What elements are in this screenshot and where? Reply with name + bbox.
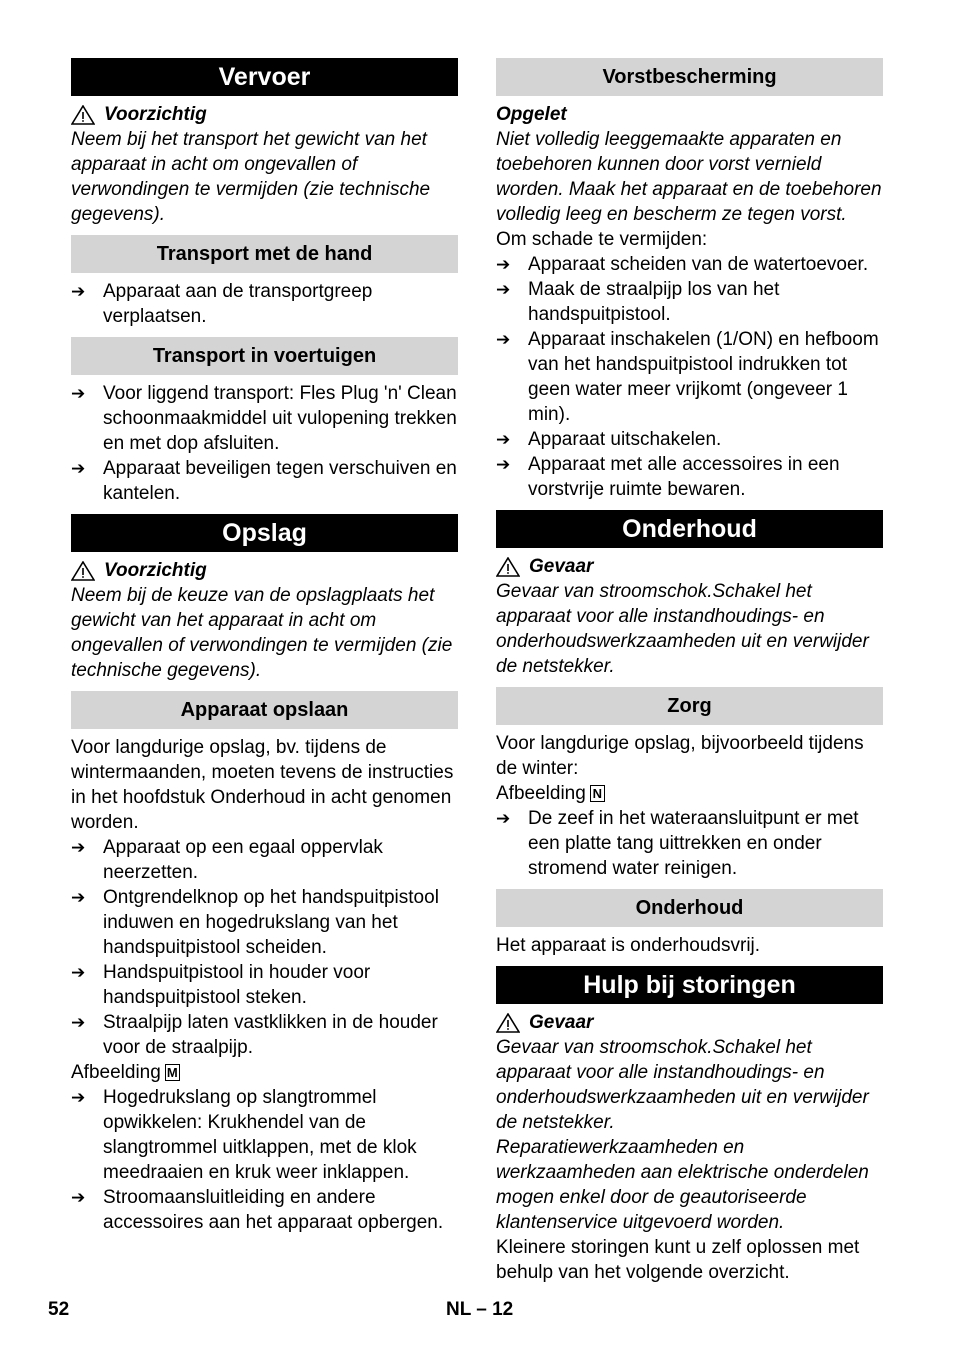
note-text: Niet volledig leeggemaakte apparaten en toebehoren kunnen door vorst vernield worden. Maak het apparaat en de toebehoren volledig leeg en bescherm ze tegen vorst.: [496, 129, 882, 225]
warning-triangle-icon: [496, 1013, 520, 1033]
language-page-label: NL – 12: [446, 1299, 514, 1320]
figure-reference: Afbeelding M: [71, 1060, 458, 1085]
subsection-title-transport-hand: Transport met de hand: [71, 235, 458, 273]
paragraph: Voor langdurige opslag, bv. tijdens de wintermaanden, moeten tevens de instructies in het hoofdstuk Onderhoud in acht genomen worden.: [71, 737, 454, 833]
step-item: ➔ Apparaat uitschakelen.: [496, 429, 722, 450]
arrow-icon: ➔: [496, 455, 511, 474]
figure-letter-box: N: [590, 785, 605, 802]
warning-text: Gevaar van stroomschok.Schakel het apparaat voor alle instandhoudings- en onderhoudswerkzaamheden uit en verwijder de netstekker.: [496, 581, 869, 677]
arrow-icon: ➔: [496, 330, 511, 349]
step-item: ➔ Stroomaansluitleiding en andere accessoires aan het apparaat opbergen.: [71, 1187, 444, 1233]
warning-triangle-icon: [71, 561, 95, 581]
warning-header: [496, 554, 883, 579]
note-label: Opgelet: [496, 104, 567, 125]
warning-triangle-icon: [496, 557, 520, 577]
figure-reference: Afbeelding N: [496, 781, 883, 806]
arrow-icon: ➔: [71, 1188, 86, 1207]
warning-text: Neem bij de keuze van de opslagplaats het gewicht van het apparaat in acht om ongevallen of verwondingen te vermijden (zie technische gegevens).: [71, 585, 453, 681]
warning-triangle-icon: [71, 105, 95, 125]
paragraph: Kleinere storingen kunt u zelf oplossen met behulp van het volgende overzicht.: [496, 1237, 860, 1283]
section-title-opslag: Opslag: [71, 514, 458, 552]
step-item: ➔ Apparaat aan de transportgreep verplaatsen.: [71, 281, 373, 327]
left-column: [71, 58, 458, 1235]
step-item: ➔ Handspuitpistool in houder voor handspuitpistool steken.: [71, 962, 371, 1008]
right-column: [496, 58, 883, 1285]
step-item: ➔ Maak de straalpijp los van het handspuitpistool.: [496, 279, 780, 325]
step-item: ➔ Voor liggend transport: Fles Plug 'n' Clean schoonmaakmiddel uit vulopening trekken en met dop afsluiten.: [71, 383, 457, 454]
arrow-icon: ➔: [496, 809, 511, 828]
subsection-title-transport-voertuigen: Transport in voertuigen: [71, 337, 458, 375]
section-title-vervoer: Vervoer: [71, 58, 458, 96]
arrow-icon: ➔: [496, 280, 511, 299]
arrow-icon: ➔: [71, 838, 86, 857]
section-title-hulp-bij-storingen: Hulp bij storingen: [496, 966, 883, 1004]
arrow-icon: ➔: [496, 430, 511, 449]
step-item: ➔ Apparaat inschakelen (1/ON) en hefboom van het handspuitpistool indrukken tot geen water meer vrijkomt (ongeveer 1 min).: [496, 329, 879, 425]
step-item: ➔ Hogedrukslang op slangtrommel opwikkelen: Krukhendel van de slangtrommel uitklappen, met de klok meedraaien en kruk weer inklappen.: [71, 1087, 417, 1183]
arrow-icon: ➔: [71, 459, 86, 478]
arrow-icon: ➔: [71, 963, 86, 982]
step-item: ➔ De zeef in het wateraansluitpunt er met een platte tang uittrekken en onder stromend water reinigen.: [496, 808, 859, 879]
warning-header: [71, 102, 458, 127]
warning-label: Voorzichtig: [104, 560, 207, 581]
step-item: ➔ Ontgrendelknop op het handspuitpistool induwen en hogedrukslang van het handspuitpistool scheiden.: [71, 887, 439, 958]
warning-label: Gevaar: [529, 1012, 594, 1033]
step-item: ➔ Straalpijp laten vastklikken in de houder voor de straalpijp.: [71, 1012, 438, 1058]
warning-text: Reparatiewerkzaamheden en werkzaamheden aan elektrische onderdelen mogen enkel door de geautoriseerde klantenservice uitgevoerd worden.: [496, 1137, 869, 1233]
step-item: ➔ Apparaat op een egaal oppervlak neerzetten.: [71, 837, 383, 883]
arrow-icon: ➔: [496, 255, 511, 274]
step-item: ➔ Apparaat met alle accessoires in een vorstvrije ruimte bewaren.: [496, 454, 840, 500]
subsection-title-onderhoud: Onderhoud: [496, 889, 883, 927]
page-number: 52: [48, 1299, 70, 1320]
arrow-icon: ➔: [71, 888, 86, 907]
arrow-icon: ➔: [71, 1013, 86, 1032]
subsection-title-zorg: Zorg: [496, 687, 883, 725]
warning-header: [496, 1010, 883, 1035]
step-item: ➔ Apparaat scheiden van de watertoevoer.: [496, 254, 869, 275]
warning-text: Neem bij het transport het gewicht van het apparaat in acht om ongevallen of verwondingen te vermijden (zie technische gegevens).: [71, 129, 431, 225]
paragraph: Voor langdurige opslag, bijvoorbeeld tijdens de winter:: [496, 733, 864, 779]
paragraph: Het apparaat is onderhoudsvrij.: [496, 935, 761, 956]
warning-text: Gevaar van stroomschok.Schakel het apparaat voor alle instandhoudings- en onderhoudswerkzaamheden uit en verwijder de netstekker.: [496, 1037, 869, 1133]
step-item: ➔ Apparaat beveiligen tegen verschuiven en kantelen.: [71, 458, 457, 504]
section-title-onderhoud: Onderhoud: [496, 510, 883, 548]
arrow-icon: ➔: [71, 384, 86, 403]
subsection-title-apparaat-opslaan: Apparaat opslaan: [71, 691, 458, 729]
arrow-icon: ➔: [71, 1088, 86, 1107]
warning-label: Voorzichtig: [104, 104, 207, 125]
arrow-icon: ➔: [71, 282, 86, 301]
figure-letter-box: M: [165, 1064, 180, 1081]
subsection-title-vorstbescherming: Vorstbescherming: [496, 58, 883, 96]
warning-label: Gevaar: [529, 556, 594, 577]
warning-header: [71, 558, 458, 583]
paragraph: Om schade te vermijden:: [496, 229, 708, 250]
